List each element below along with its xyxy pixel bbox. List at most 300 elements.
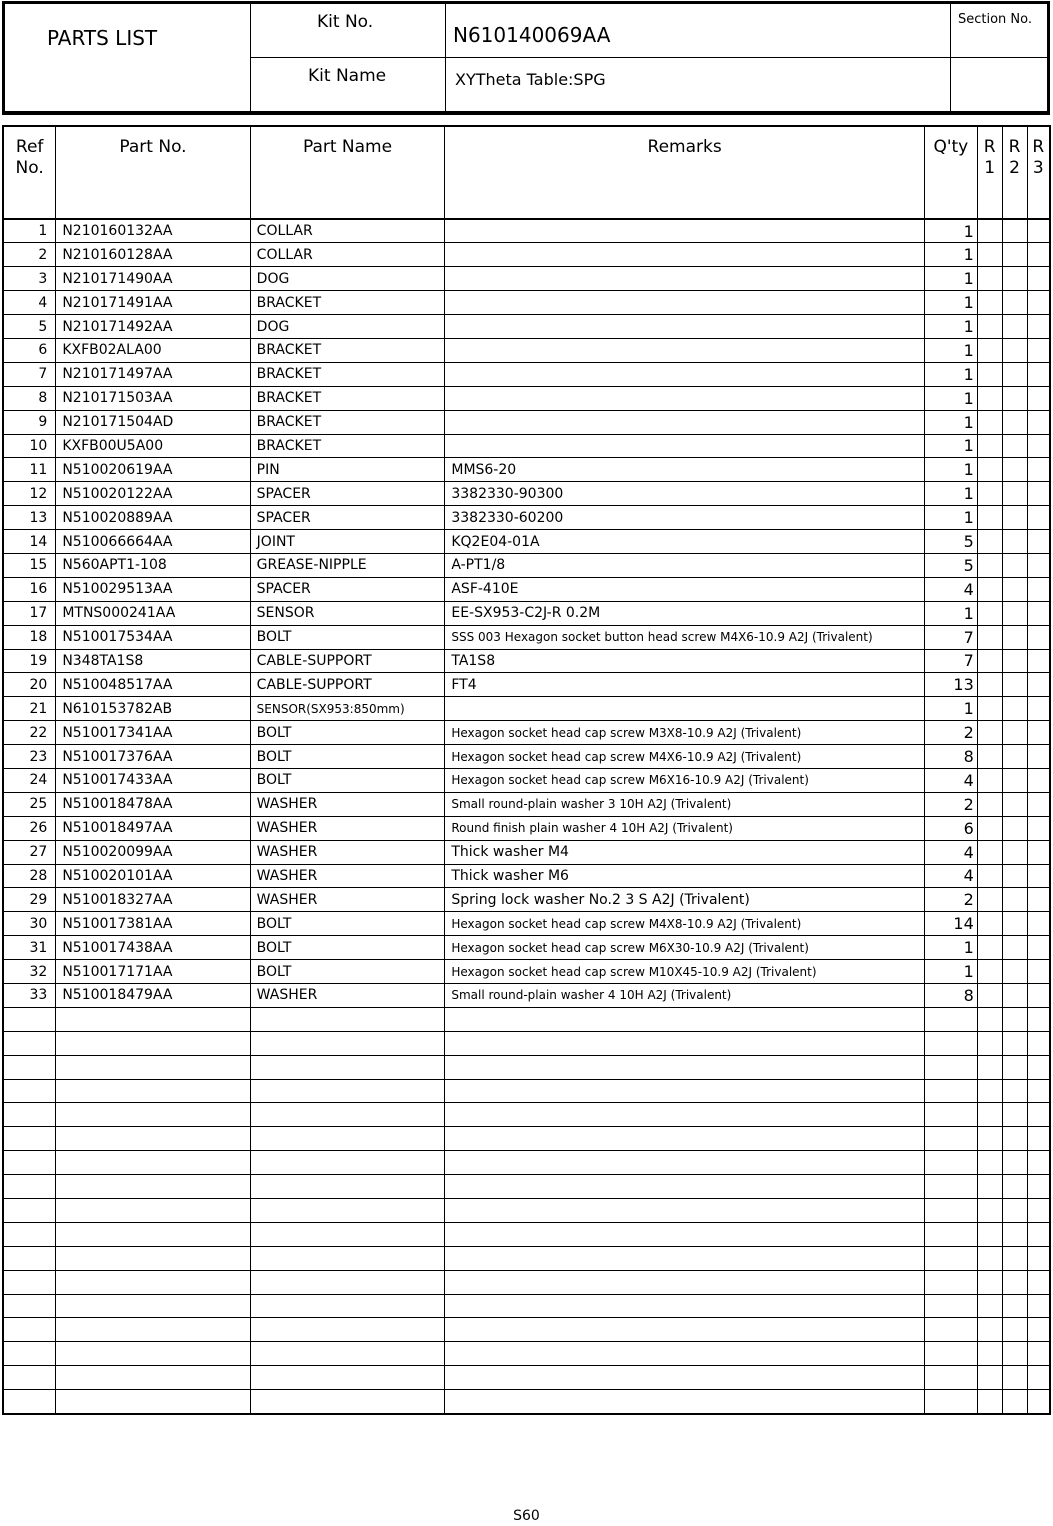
- qty-cell: 1: [924, 482, 977, 506]
- r3-cell: [1027, 864, 1050, 888]
- r1-cell: [977, 386, 1002, 410]
- part-no-cell: N510017171AA: [56, 960, 250, 984]
- empty-row: [3, 1079, 1050, 1103]
- r2-cell: [1002, 673, 1027, 697]
- part-no-cell: [56, 1246, 250, 1270]
- r3-cell: [1027, 1342, 1050, 1366]
- empty-row: [3, 1031, 1050, 1055]
- remarks-cell: [445, 1366, 925, 1390]
- r1-cell: [977, 1151, 1002, 1175]
- part-no-cell: N510017438AA: [56, 936, 250, 960]
- ref-no-cell: [3, 1199, 56, 1223]
- part-name-cell: BOLT: [250, 912, 445, 936]
- part-no-cell: [56, 1079, 250, 1103]
- qty-cell: [924, 1079, 977, 1103]
- table-row: [3, 936, 1050, 960]
- part-no-cell: [56, 1031, 250, 1055]
- r3-cell: [1027, 745, 1050, 769]
- part-name-cell: [250, 1031, 445, 1055]
- r3-cell: [1027, 267, 1050, 291]
- remarks-cell: SSS 003 Hexagon socket button head screw M4X6-10.9 A2J (Trivalent): [445, 625, 925, 649]
- ref-no-cell: 33: [3, 984, 56, 1008]
- remarks-cell: [445, 1199, 925, 1223]
- qty-cell: 1: [924, 936, 977, 960]
- table-row: [3, 482, 1050, 506]
- r1-cell: [977, 1031, 1002, 1055]
- part-name-cell: BOLT: [250, 768, 445, 792]
- part-no-cell: [56, 1103, 250, 1127]
- ref-no-cell: [3, 1151, 56, 1175]
- ref-no-cell: [3, 1031, 56, 1055]
- r3-cell: [1027, 1222, 1050, 1246]
- qty-cell: 1: [924, 386, 977, 410]
- remarks-cell: [445, 697, 925, 721]
- r1-cell: [977, 577, 1002, 601]
- table-row: [3, 840, 1050, 864]
- qty-cell: 8: [924, 984, 977, 1008]
- r2-cell: [1002, 936, 1027, 960]
- r2-cell: [1002, 1055, 1027, 1079]
- r2-cell: [1002, 1294, 1027, 1318]
- part-name-cell: GREASE-NIPPLE: [250, 553, 445, 577]
- remarks-cell: Hexagon socket head cap screw M10X45-10.9 A2J (Trivalent): [445, 960, 925, 984]
- r1-cell: [977, 1007, 1002, 1031]
- kit-name-value: XYTheta Table:SPG: [455, 70, 606, 89]
- r2-cell: [1002, 816, 1027, 840]
- table-row: [3, 362, 1050, 386]
- col-ref: Ref No.: [3, 126, 56, 219]
- kit-no-label: Kit No.: [317, 12, 374, 32]
- part-no-cell: N510018327AA: [56, 888, 250, 912]
- part-name-cell: BOLT: [250, 745, 445, 769]
- table-row: [3, 243, 1050, 267]
- col-part-no: Part No.: [56, 126, 250, 219]
- qty-cell: 1: [924, 291, 977, 315]
- r2-cell: [1002, 243, 1027, 267]
- qty-cell: 6: [924, 816, 977, 840]
- empty-row: [3, 1127, 1050, 1151]
- r2-cell: [1002, 1199, 1027, 1223]
- ref-no-cell: 24: [3, 768, 56, 792]
- part-name-cell: DOG: [250, 267, 445, 291]
- empty-row: [3, 1007, 1050, 1031]
- r2-cell: [1002, 888, 1027, 912]
- remarks-cell: [445, 315, 925, 339]
- qty-cell: 1: [924, 362, 977, 386]
- r2-cell: [1002, 1151, 1027, 1175]
- part-name-cell: BRACKET: [250, 434, 445, 458]
- r2-cell: [1002, 1390, 1027, 1414]
- r1-cell: [977, 601, 1002, 625]
- ref-no-cell: 10: [3, 434, 56, 458]
- qty-cell: [924, 1270, 977, 1294]
- r1-cell: [977, 530, 1002, 554]
- remarks-cell: 3382330-60200: [445, 506, 925, 530]
- r3-cell: [1027, 792, 1050, 816]
- part-no-cell: [56, 1007, 250, 1031]
- parts-list-header: [2, 1, 1050, 115]
- table-row: [3, 291, 1050, 315]
- ref-no-cell: [3, 1294, 56, 1318]
- r1-cell: [977, 1079, 1002, 1103]
- remarks-cell: [445, 1007, 925, 1031]
- part-name-cell: SPACER: [250, 482, 445, 506]
- r2-cell: [1002, 601, 1027, 625]
- r2-cell: [1002, 553, 1027, 577]
- part-name-cell: SENSOR: [250, 601, 445, 625]
- empty-row: [3, 1366, 1050, 1390]
- remarks-cell: [445, 243, 925, 267]
- r2-cell: [1002, 1127, 1027, 1151]
- r2-cell: [1002, 1079, 1027, 1103]
- ref-no-cell: [3, 1007, 56, 1031]
- r1-cell: [977, 1175, 1002, 1199]
- ref-no-cell: 11: [3, 458, 56, 482]
- part-name-cell: DOG: [250, 315, 445, 339]
- ref-no-cell: [3, 1175, 56, 1199]
- qty-cell: [924, 1175, 977, 1199]
- r3-cell: [1027, 816, 1050, 840]
- section-no-label: Section No.: [958, 12, 1033, 27]
- qty-cell: [924, 1222, 977, 1246]
- r3-cell: [1027, 291, 1050, 315]
- remarks-cell: [445, 1055, 925, 1079]
- empty-row: [3, 1055, 1050, 1079]
- part-name-cell: [250, 1318, 445, 1342]
- ref-no-cell: 15: [3, 553, 56, 577]
- ref-no-cell: 16: [3, 577, 56, 601]
- qty-cell: 13: [924, 673, 977, 697]
- remarks-cell: Hexagon socket head cap screw M6X16-10.9 A2J (Trivalent): [445, 768, 925, 792]
- part-name-cell: WASHER: [250, 864, 445, 888]
- r1-cell: [977, 1270, 1002, 1294]
- r2-cell: [1002, 1270, 1027, 1294]
- r1-cell: [977, 1342, 1002, 1366]
- ref-no-cell: [3, 1246, 56, 1270]
- ref-no-cell: [3, 1342, 56, 1366]
- ref-no-cell: [3, 1270, 56, 1294]
- ref-no-cell: [3, 1055, 56, 1079]
- part-name-cell: PIN: [250, 458, 445, 482]
- part-no-cell: N210171491AA: [56, 291, 250, 315]
- ref-no-cell: 32: [3, 960, 56, 984]
- r1-cell: [977, 816, 1002, 840]
- table-row: [3, 434, 1050, 458]
- r3-cell: [1027, 482, 1050, 506]
- ref-no-cell: 27: [3, 840, 56, 864]
- r3-cell: [1027, 243, 1050, 267]
- part-no-cell: N560APT1-108: [56, 553, 250, 577]
- part-name-cell: WASHER: [250, 984, 445, 1008]
- col-remarks: Remarks: [445, 126, 925, 219]
- r1-cell: [977, 768, 1002, 792]
- part-no-cell: N510020122AA: [56, 482, 250, 506]
- r2-cell: [1002, 625, 1027, 649]
- table-row: [3, 625, 1050, 649]
- part-no-cell: N510018479AA: [56, 984, 250, 1008]
- r3-cell: [1027, 1079, 1050, 1103]
- part-name-cell: [250, 1103, 445, 1127]
- qty-cell: 1: [924, 267, 977, 291]
- r1-cell: [977, 1199, 1002, 1223]
- part-name-cell: [250, 1079, 445, 1103]
- r2-cell: [1002, 840, 1027, 864]
- part-no-cell: N510029513AA: [56, 577, 250, 601]
- empty-row: [3, 1175, 1050, 1199]
- r1-cell: [977, 315, 1002, 339]
- r2-cell: [1002, 1031, 1027, 1055]
- part-name-cell: WASHER: [250, 888, 445, 912]
- part-name-cell: [250, 1222, 445, 1246]
- ref-no-cell: [3, 1390, 56, 1414]
- r3-cell: [1027, 577, 1050, 601]
- r1-cell: [977, 1103, 1002, 1127]
- r1-cell: [977, 1318, 1002, 1342]
- ref-no-cell: 17: [3, 601, 56, 625]
- r2-cell: [1002, 362, 1027, 386]
- part-no-cell: [56, 1270, 250, 1294]
- qty-cell: 1: [924, 458, 977, 482]
- remarks-cell: [445, 219, 925, 243]
- part-name-cell: WASHER: [250, 840, 445, 864]
- remarks-cell: [445, 1127, 925, 1151]
- part-name-cell: [250, 1007, 445, 1031]
- remarks-cell: Round finish plain washer 4 10H A2J (Trivalent): [445, 816, 925, 840]
- r2-cell: [1002, 960, 1027, 984]
- page-number: S60: [513, 1508, 540, 1524]
- r2-cell: [1002, 315, 1027, 339]
- table-row: [3, 888, 1050, 912]
- part-name-cell: CABLE-SUPPORT: [250, 673, 445, 697]
- qty-cell: [924, 1151, 977, 1175]
- r1-cell: [977, 1222, 1002, 1246]
- remarks-cell: Hexagon socket head cap screw M4X8-10.9 A2J (Trivalent): [445, 912, 925, 936]
- r2-cell: [1002, 721, 1027, 745]
- r3-cell: [1027, 721, 1050, 745]
- part-no-cell: [56, 1055, 250, 1079]
- part-name-cell: BOLT: [250, 960, 445, 984]
- part-name-cell: [250, 1366, 445, 1390]
- ref-no-cell: 21: [3, 697, 56, 721]
- qty-cell: 2: [924, 792, 977, 816]
- r1-cell: [977, 219, 1002, 243]
- r3-cell: [1027, 1151, 1050, 1175]
- qty-cell: [924, 1342, 977, 1366]
- remarks-cell: Small round-plain washer 3 10H A2J (Trivalent): [445, 792, 925, 816]
- r3-cell: [1027, 1270, 1050, 1294]
- ref-no-cell: 8: [3, 386, 56, 410]
- qty-cell: 1: [924, 434, 977, 458]
- part-no-cell: N210160132AA: [56, 219, 250, 243]
- table-row: [3, 338, 1050, 362]
- table-row: [3, 267, 1050, 291]
- empty-row: [3, 1270, 1050, 1294]
- part-name-cell: BRACKET: [250, 291, 445, 315]
- empty-row: [3, 1318, 1050, 1342]
- part-name-cell: SENSOR(SX953:850mm): [250, 697, 445, 721]
- remarks-cell: KQ2E04-01A: [445, 530, 925, 554]
- r2-cell: [1002, 291, 1027, 315]
- ref-no-cell: 20: [3, 673, 56, 697]
- part-no-cell: N210160128AA: [56, 243, 250, 267]
- qty-cell: [924, 1103, 977, 1127]
- r1-cell: [977, 721, 1002, 745]
- empty-row: [3, 1199, 1050, 1223]
- r1-cell: [977, 291, 1002, 315]
- r2-cell: [1002, 410, 1027, 434]
- table-row: [3, 816, 1050, 840]
- ref-no-cell: 22: [3, 721, 56, 745]
- ref-no-cell: [3, 1079, 56, 1103]
- table-row: [3, 577, 1050, 601]
- ref-no-cell: [3, 1103, 56, 1127]
- r1-cell: [977, 1127, 1002, 1151]
- ref-no-cell: 29: [3, 888, 56, 912]
- remarks-cell: [445, 362, 925, 386]
- qty-cell: [924, 1031, 977, 1055]
- col-part-name: Part Name: [250, 126, 445, 219]
- r3-cell: [1027, 1246, 1050, 1270]
- part-no-cell: N210171504AD: [56, 410, 250, 434]
- col-r3: R 3: [1027, 126, 1050, 219]
- part-name-cell: JOINT: [250, 530, 445, 554]
- r3-cell: [1027, 625, 1050, 649]
- table-row: [3, 768, 1050, 792]
- empty-row: [3, 1246, 1050, 1270]
- r2-cell: [1002, 792, 1027, 816]
- ref-no-cell: 18: [3, 625, 56, 649]
- qty-cell: 14: [924, 912, 977, 936]
- r3-cell: [1027, 530, 1050, 554]
- qty-cell: [924, 1055, 977, 1079]
- r3-cell: [1027, 912, 1050, 936]
- part-no-cell: [56, 1342, 250, 1366]
- remarks-cell: ASF-410E: [445, 577, 925, 601]
- r1-cell: [977, 458, 1002, 482]
- remarks-cell: MMS6-20: [445, 458, 925, 482]
- part-no-cell: N210171492AA: [56, 315, 250, 339]
- qty-cell: 7: [924, 625, 977, 649]
- r3-cell: [1027, 1366, 1050, 1390]
- remarks-cell: [445, 434, 925, 458]
- r3-cell: [1027, 673, 1050, 697]
- r3-cell: [1027, 768, 1050, 792]
- r3-cell: [1027, 434, 1050, 458]
- remarks-cell: EE-SX953-C2J-R 0.2M: [445, 601, 925, 625]
- r3-cell: [1027, 1055, 1050, 1079]
- ref-no-cell: 31: [3, 936, 56, 960]
- qty-cell: 2: [924, 888, 977, 912]
- table-row: [3, 530, 1050, 554]
- r3-cell: [1027, 1199, 1050, 1223]
- table-row: [3, 506, 1050, 530]
- part-no-cell: N348TA1S8: [56, 649, 250, 673]
- r2-cell: [1002, 1222, 1027, 1246]
- remarks-cell: [445, 1342, 925, 1366]
- part-no-cell: N510020619AA: [56, 458, 250, 482]
- part-name-cell: COLLAR: [250, 243, 445, 267]
- table-row: [3, 601, 1050, 625]
- remarks-cell: Hexagon socket head cap screw M3X8-10.9 A2J (Trivalent): [445, 721, 925, 745]
- r2-cell: [1002, 864, 1027, 888]
- table-row: [3, 386, 1050, 410]
- r1-cell: [977, 1055, 1002, 1079]
- remarks-cell: [445, 1246, 925, 1270]
- r2-cell: [1002, 267, 1027, 291]
- r2-cell: [1002, 1007, 1027, 1031]
- part-name-cell: WASHER: [250, 816, 445, 840]
- qty-cell: 1: [924, 960, 977, 984]
- part-name-cell: [250, 1175, 445, 1199]
- qty-cell: [924, 1366, 977, 1390]
- r1-cell: [977, 792, 1002, 816]
- r3-cell: [1027, 1318, 1050, 1342]
- r2-cell: [1002, 697, 1027, 721]
- ref-no-cell: 23: [3, 745, 56, 769]
- r2-cell: [1002, 1366, 1027, 1390]
- r1-cell: [977, 745, 1002, 769]
- table-row: [3, 864, 1050, 888]
- remarks-cell: [445, 1390, 925, 1414]
- part-no-cell: N510020101AA: [56, 864, 250, 888]
- r3-cell: [1027, 1294, 1050, 1318]
- r2-cell: [1002, 1175, 1027, 1199]
- table-row: [3, 458, 1050, 482]
- r3-cell: [1027, 960, 1050, 984]
- qty-cell: [924, 1390, 977, 1414]
- table-row: [3, 697, 1050, 721]
- part-name-cell: BRACKET: [250, 386, 445, 410]
- r1-cell: [977, 410, 1002, 434]
- part-no-cell: KXFB00U5A00: [56, 434, 250, 458]
- r1-cell: [977, 1246, 1002, 1270]
- table-row: [3, 673, 1050, 697]
- r1-cell: [977, 482, 1002, 506]
- part-name-cell: [250, 1342, 445, 1366]
- remarks-cell: FT4: [445, 673, 925, 697]
- empty-row: [3, 1294, 1050, 1318]
- part-name-cell: WASHER: [250, 792, 445, 816]
- qty-cell: [924, 1318, 977, 1342]
- qty-cell: 5: [924, 553, 977, 577]
- part-no-cell: N510048517AA: [56, 673, 250, 697]
- part-name-cell: BRACKET: [250, 338, 445, 362]
- r3-cell: [1027, 386, 1050, 410]
- r3-cell: [1027, 219, 1050, 243]
- ref-no-cell: [3, 1318, 56, 1342]
- remarks-cell: TA1S8: [445, 649, 925, 673]
- qty-cell: [924, 1007, 977, 1031]
- remarks-cell: [445, 1222, 925, 1246]
- part-no-cell: MTNS000241AA: [56, 601, 250, 625]
- part-no-cell: [56, 1127, 250, 1151]
- r2-cell: [1002, 482, 1027, 506]
- r2-cell: [1002, 1318, 1027, 1342]
- qty-cell: 1: [924, 338, 977, 362]
- qty-cell: 2: [924, 721, 977, 745]
- r3-cell: [1027, 840, 1050, 864]
- part-name-cell: [250, 1199, 445, 1223]
- part-no-cell: [56, 1175, 250, 1199]
- part-name-cell: [250, 1270, 445, 1294]
- part-no-cell: N510017381AA: [56, 912, 250, 936]
- part-no-cell: N510020099AA: [56, 840, 250, 864]
- r2-cell: [1002, 577, 1027, 601]
- empty-row: [3, 1103, 1050, 1127]
- r2-cell: [1002, 219, 1027, 243]
- r1-cell: [977, 864, 1002, 888]
- r1-cell: [977, 1366, 1002, 1390]
